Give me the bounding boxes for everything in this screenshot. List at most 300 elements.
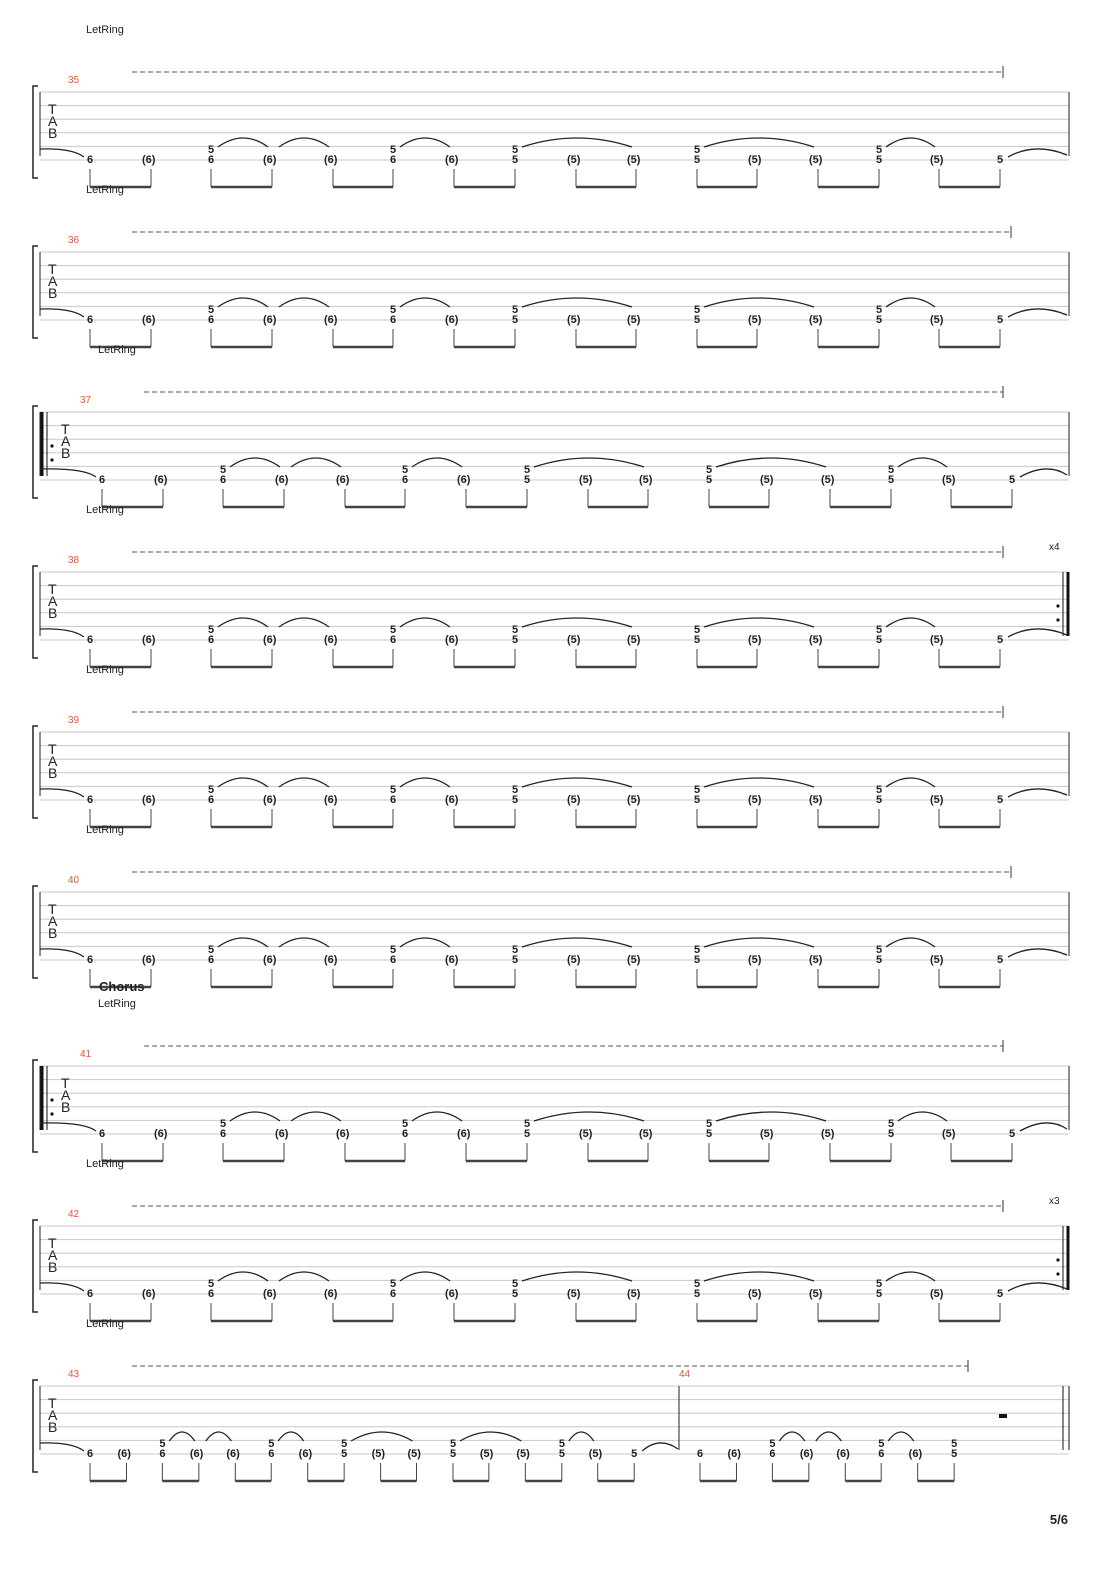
- system-bracket: [33, 86, 38, 178]
- fret-number: 6: [268, 1448, 275, 1460]
- tie-arc: [218, 618, 268, 627]
- fret-number: (6): [142, 314, 156, 326]
- tie-arc: [716, 458, 826, 467]
- tie-arc: [898, 1112, 947, 1121]
- fret-number: (6): [142, 154, 156, 166]
- fret-number: (6): [836, 1448, 850, 1460]
- tie-arc: [886, 938, 935, 947]
- tab-clef-b: B: [61, 1099, 71, 1115]
- tab-clef-b: B: [61, 445, 71, 461]
- tab-clef-a: A: [48, 113, 58, 129]
- tie-arc: [400, 1272, 450, 1281]
- tab-clef-b: B: [48, 765, 58, 781]
- fret-number: 5: [449, 1438, 457, 1450]
- tie-arc: [279, 1272, 329, 1281]
- fret-number: (5): [809, 1288, 823, 1300]
- fret-number: 5: [997, 634, 1004, 646]
- fret-number: (5): [930, 314, 944, 326]
- tie-arc: [278, 1432, 303, 1441]
- tab-clef-b: B: [48, 605, 58, 621]
- tie-arc: [40, 309, 84, 317]
- tab-clef-a: A: [48, 1407, 58, 1423]
- fret-number: 5: [631, 1448, 638, 1460]
- fret-number: 5: [706, 464, 713, 476]
- fret-number: 5: [220, 464, 227, 476]
- fret-number: 6: [220, 474, 227, 486]
- system-bracket: [33, 566, 38, 658]
- tie-arc: [400, 298, 450, 307]
- tie-arc: [898, 458, 947, 467]
- fret-number: (5): [930, 1288, 944, 1300]
- system-bracket: [33, 406, 38, 498]
- fret-number: 5: [402, 1118, 409, 1130]
- fret-number: 5: [694, 304, 701, 316]
- fret-number: 5: [769, 1438, 776, 1450]
- tie-arc: [569, 1432, 594, 1441]
- fret-number: 5: [876, 1288, 883, 1300]
- tie-arc: [522, 298, 632, 307]
- let-ring-label: LetRing: [86, 664, 124, 676]
- tie-arc: [886, 138, 935, 147]
- tie-arc: [400, 938, 450, 947]
- repeat-dot: [50, 1098, 53, 1101]
- fret-number: (5): [567, 954, 581, 966]
- tab-clef-a: A: [61, 433, 71, 449]
- tie-arc: [1008, 149, 1067, 157]
- fret-number: 5: [876, 634, 883, 646]
- fret-number: 5: [512, 954, 519, 966]
- tie-arc: [40, 1283, 84, 1291]
- tie-arc: [291, 1112, 341, 1121]
- tie-arc: [1020, 469, 1067, 477]
- fret-number: 5: [341, 1438, 348, 1450]
- tab-system-39: [33, 664, 1069, 827]
- let-ring-label: LetRing: [86, 504, 124, 516]
- fret-number: 6: [159, 1448, 166, 1460]
- tie-arc: [279, 618, 329, 627]
- tie-arc: [218, 778, 268, 787]
- tab-system-42: [33, 1158, 1069, 1321]
- fret-number: (6): [263, 954, 277, 966]
- tie-arc: [534, 458, 644, 467]
- fret-number: (6): [445, 154, 459, 166]
- fret-number: 6: [390, 794, 397, 806]
- fret-number: (6): [445, 954, 459, 966]
- tie-arc: [40, 1123, 96, 1131]
- fret-number: (5): [627, 954, 641, 966]
- fret-number: 5: [390, 944, 397, 956]
- fret-number: 6: [697, 1448, 704, 1460]
- fret-number: 5: [694, 634, 701, 646]
- fret-number: 5: [997, 1288, 1004, 1300]
- fret-number: 6: [402, 474, 409, 486]
- fret-number: 6: [878, 1448, 885, 1460]
- fret-number: 6: [208, 154, 215, 166]
- fret-number: 5: [876, 954, 883, 966]
- measure-42: [87, 1272, 1003, 1321]
- fret-number: (6): [445, 794, 459, 806]
- fret-number: (5): [627, 314, 641, 326]
- fret-number: (6): [142, 634, 156, 646]
- tie-arc: [291, 458, 341, 467]
- fret-number: 5: [876, 1278, 883, 1290]
- fret-number: 5: [512, 154, 519, 166]
- fret-number: (5): [567, 1288, 581, 1300]
- fret-number: 6: [87, 1448, 94, 1460]
- fret-number: 5: [402, 464, 409, 476]
- fret-number: (5): [748, 634, 762, 646]
- fret-number: 5: [694, 154, 701, 166]
- measure-number: 39: [68, 715, 80, 726]
- fret-number: (5): [588, 1448, 603, 1460]
- fret-number: 5: [1009, 474, 1016, 486]
- measure-number: 40: [68, 875, 80, 886]
- fret-number: (5): [930, 954, 944, 966]
- fret-number: 5: [524, 1128, 531, 1140]
- fret-number: (5): [567, 154, 581, 166]
- tie-arc: [40, 469, 96, 477]
- fret-number: 6: [87, 154, 94, 166]
- fret-number: 5: [390, 304, 397, 316]
- fret-number: 5: [878, 1438, 885, 1450]
- tab-clef-t: T: [48, 101, 57, 117]
- fret-number: 5: [512, 944, 519, 956]
- fret-number: (6): [324, 954, 338, 966]
- measure-37: [99, 458, 1015, 507]
- tab-clef-b: B: [48, 285, 58, 301]
- fret-number: 5: [694, 1278, 701, 1290]
- fret-number: 5: [341, 1448, 348, 1460]
- fret-number: (5): [567, 794, 581, 806]
- fret-number: 5: [159, 1438, 166, 1450]
- fret-number: (5): [809, 634, 823, 646]
- tab-clef-a: A: [48, 1247, 58, 1263]
- fret-number: 5: [512, 1288, 519, 1300]
- fret-number: (6): [189, 1448, 204, 1460]
- fret-number: (5): [748, 154, 762, 166]
- fret-number: (5): [579, 1128, 593, 1140]
- system-bracket: [33, 886, 38, 978]
- repeat-dot: [50, 458, 53, 461]
- fret-number: 5: [951, 1438, 958, 1450]
- fret-number: 6: [87, 1288, 94, 1300]
- fret-number: 5: [997, 154, 1004, 166]
- tab-clef-b: B: [48, 1419, 58, 1435]
- fret-number: 5: [706, 1118, 713, 1130]
- fret-number: 5: [208, 1278, 215, 1290]
- tie-arc: [218, 298, 268, 307]
- fret-number: 5: [876, 944, 883, 956]
- tie-arc: [1008, 789, 1067, 797]
- fret-number: 5: [888, 1118, 895, 1130]
- measure-38: [87, 618, 1003, 667]
- tie-arc: [1020, 1123, 1067, 1131]
- fret-number: 6: [390, 634, 397, 646]
- fret-number: 6: [390, 954, 397, 966]
- fret-number: 5: [512, 624, 519, 636]
- fret-number: (6): [445, 314, 459, 326]
- tie-arc: [1008, 1283, 1067, 1291]
- tie-arc: [412, 458, 462, 467]
- fret-number: (5): [942, 474, 956, 486]
- tab-system-43: [33, 1318, 1069, 1481]
- fret-number: 5: [694, 944, 701, 956]
- tie-arc: [230, 458, 280, 467]
- fret-number: 5: [512, 794, 519, 806]
- fret-number: 5: [876, 304, 883, 316]
- tab-clef-t: T: [48, 901, 57, 917]
- fret-number: 5: [512, 304, 519, 316]
- tie-arc: [1008, 629, 1067, 637]
- tie-arc: [279, 778, 329, 787]
- tie-arc: [400, 778, 450, 787]
- fret-number: (6): [324, 634, 338, 646]
- fret-number: 6: [769, 1448, 776, 1460]
- measure-number: 35: [68, 75, 80, 86]
- let-ring-label: LetRing: [86, 1318, 124, 1330]
- fret-number: (5): [579, 474, 593, 486]
- fret-number: 5: [512, 634, 519, 646]
- tab-clef-t: T: [61, 1075, 70, 1091]
- let-ring-label: LetRing: [86, 24, 124, 36]
- fret-number: 5: [694, 624, 701, 636]
- tab-clef-t: T: [48, 741, 57, 757]
- measure-39: [87, 778, 1003, 827]
- tie-arc: [218, 138, 268, 147]
- fret-number: 5: [220, 1118, 227, 1130]
- fret-number: (6): [908, 1448, 923, 1460]
- tab-clef-b: B: [48, 1259, 58, 1275]
- repeat-dot: [1056, 618, 1059, 621]
- tab-system-40: [33, 824, 1069, 987]
- fret-number: (6): [275, 474, 289, 486]
- fret-number: 6: [99, 474, 106, 486]
- fret-number: (5): [809, 954, 823, 966]
- fret-number: 5: [390, 144, 397, 156]
- fret-number: 5: [876, 624, 883, 636]
- repeat-dot: [50, 1112, 53, 1115]
- fret-number: 5: [390, 1278, 397, 1290]
- fret-number: (5): [627, 794, 641, 806]
- repeat-dot: [50, 444, 53, 447]
- fret-number: (5): [407, 1448, 421, 1460]
- fret-number: 5: [694, 314, 701, 326]
- fret-number: (6): [336, 1128, 350, 1140]
- fret-number: 6: [208, 954, 215, 966]
- measure-number: 44: [679, 1369, 691, 1380]
- tie-arc: [218, 1272, 268, 1281]
- measure-number: 41: [80, 1049, 92, 1060]
- fret-number: 5: [694, 1288, 701, 1300]
- tie-arc: [886, 618, 935, 627]
- tie-arc: [40, 949, 84, 957]
- fret-number: (5): [809, 794, 823, 806]
- fret-number: 5: [694, 784, 701, 796]
- fret-number: 5: [1009, 1128, 1016, 1140]
- fret-number: 5: [997, 314, 1004, 326]
- system-bracket: [33, 1220, 38, 1312]
- fret-number: 6: [390, 314, 397, 326]
- fret-number: (5): [567, 314, 581, 326]
- tie-arc: [522, 1272, 632, 1281]
- repeat-count: x3: [1049, 1196, 1060, 1207]
- tab-clef-a: A: [48, 913, 58, 929]
- measure-number: 36: [68, 235, 80, 246]
- tie-arc: [279, 138, 329, 147]
- fret-number: (5): [627, 1288, 641, 1300]
- fret-number: (6): [445, 634, 459, 646]
- fret-number: (5): [821, 1128, 835, 1140]
- tie-arc: [534, 1112, 644, 1121]
- tab-clef-a: A: [48, 273, 58, 289]
- let-ring-label: LetRing: [98, 998, 136, 1010]
- fret-number: 5: [694, 144, 701, 156]
- measure-40: [87, 938, 1003, 987]
- fret-number: 5: [268, 1438, 275, 1450]
- repeat-dot: [1056, 1272, 1059, 1275]
- fret-number: (6): [727, 1448, 741, 1460]
- tie-arc: [522, 938, 632, 947]
- fret-number: (6): [142, 794, 156, 806]
- fret-number: (5): [809, 154, 823, 166]
- tab-clef-b: B: [48, 925, 58, 941]
- tie-arc: [704, 938, 814, 947]
- tie-arc: [206, 1432, 231, 1441]
- fret-number: 5: [876, 794, 883, 806]
- tab-clef-t: T: [48, 1235, 57, 1251]
- fret-number: 5: [524, 474, 531, 486]
- measure-35: [87, 138, 1003, 187]
- let-ring-label: LetRing: [98, 344, 136, 356]
- measure-41: [99, 1112, 1015, 1161]
- tab-system-36: [33, 184, 1069, 347]
- tie-arc: [169, 1432, 194, 1441]
- tie-arc: [460, 1432, 521, 1441]
- tab-clef-t: T: [61, 421, 70, 437]
- tie-arc: [400, 138, 450, 147]
- tab-clef-a: A: [61, 1087, 71, 1103]
- tie-arc: [704, 778, 814, 787]
- system-bracket: [33, 1380, 38, 1472]
- fret-number: 5: [512, 144, 519, 156]
- tie-arc: [888, 1432, 913, 1441]
- fret-number: 6: [99, 1128, 106, 1140]
- fret-number: (5): [639, 474, 653, 486]
- let-ring-label: LetRing: [86, 184, 124, 196]
- fret-number: 5: [694, 794, 701, 806]
- tab-system-41: [33, 979, 1069, 1161]
- tie-arc: [642, 1443, 678, 1451]
- tie-arc: [886, 778, 935, 787]
- fret-number: 5: [888, 474, 895, 486]
- fret-number: (5): [639, 1128, 653, 1140]
- measure-43: [87, 1432, 637, 1481]
- fret-number: (6): [298, 1448, 313, 1460]
- fret-number: (5): [627, 154, 641, 166]
- let-ring-label: LetRing: [86, 824, 124, 836]
- fret-number: 5: [390, 624, 397, 636]
- page-number: 5/6: [1049, 1512, 1068, 1527]
- fret-number: (6): [263, 154, 277, 166]
- fret-number: (6): [457, 474, 471, 486]
- fret-number: 5: [876, 154, 883, 166]
- fret-number: (6): [263, 634, 277, 646]
- fret-number: 6: [390, 1288, 397, 1300]
- fret-number: 5: [208, 144, 215, 156]
- fret-number: (6): [154, 474, 168, 486]
- fret-number: (6): [324, 154, 338, 166]
- tie-arc: [704, 1272, 814, 1281]
- fret-number: (5): [942, 1128, 956, 1140]
- measure-44: [697, 1432, 957, 1481]
- tab-clef-a: A: [48, 593, 58, 609]
- tie-arc: [704, 618, 814, 627]
- fret-number: (6): [799, 1448, 814, 1460]
- fret-number: (6): [324, 1288, 338, 1300]
- fret-number: (5): [748, 794, 762, 806]
- fret-number: (6): [324, 794, 338, 806]
- tie-arc: [1008, 309, 1067, 317]
- fret-number: 5: [951, 1448, 958, 1460]
- fret-number: (6): [263, 314, 277, 326]
- fret-number: (5): [760, 1128, 774, 1140]
- tie-arc: [522, 138, 632, 147]
- tab-clef-b: B: [48, 125, 58, 141]
- fret-number: (5): [567, 634, 581, 646]
- section-label: Chorus: [99, 979, 145, 994]
- fret-number: 6: [87, 634, 94, 646]
- fret-number: (6): [336, 474, 350, 486]
- fret-number: 6: [87, 794, 94, 806]
- fret-number: (5): [821, 474, 835, 486]
- fret-number: 5: [512, 314, 519, 326]
- fret-number: 5: [888, 464, 895, 476]
- tie-arc: [522, 778, 632, 787]
- tie-arc: [230, 1112, 280, 1121]
- fret-number: 5: [390, 784, 397, 796]
- fret-number: 5: [997, 954, 1004, 966]
- tie-arc: [886, 1272, 935, 1281]
- fret-number: (6): [457, 1128, 471, 1140]
- fret-number: 6: [402, 1128, 409, 1140]
- fret-number: 5: [876, 784, 883, 796]
- repeat-count: x4: [1049, 542, 1060, 553]
- fret-number: 6: [87, 954, 94, 966]
- fret-number: (6): [263, 1288, 277, 1300]
- fret-number: 5: [558, 1448, 565, 1460]
- system-bracket: [33, 726, 38, 818]
- fret-number: (6): [445, 1288, 459, 1300]
- fret-number: 5: [208, 624, 215, 636]
- tab-clef-t: T: [48, 1395, 57, 1411]
- fret-number: 6: [390, 154, 397, 166]
- tab-clef-a: A: [48, 753, 58, 769]
- fret-number: (5): [748, 314, 762, 326]
- fret-number: (5): [809, 314, 823, 326]
- tie-arc: [1008, 949, 1067, 957]
- fret-number: 5: [208, 304, 215, 316]
- tab-clef-t: T: [48, 261, 57, 277]
- tie-arc: [704, 138, 814, 147]
- fret-number: 5: [997, 794, 1004, 806]
- system-bracket: [33, 246, 38, 338]
- tie-arc: [218, 938, 268, 947]
- fret-number: (6): [263, 794, 277, 806]
- tie-arc: [40, 149, 84, 157]
- fret-number: (5): [479, 1448, 494, 1460]
- fret-number: 5: [512, 1278, 519, 1290]
- measure-number: 37: [80, 395, 92, 406]
